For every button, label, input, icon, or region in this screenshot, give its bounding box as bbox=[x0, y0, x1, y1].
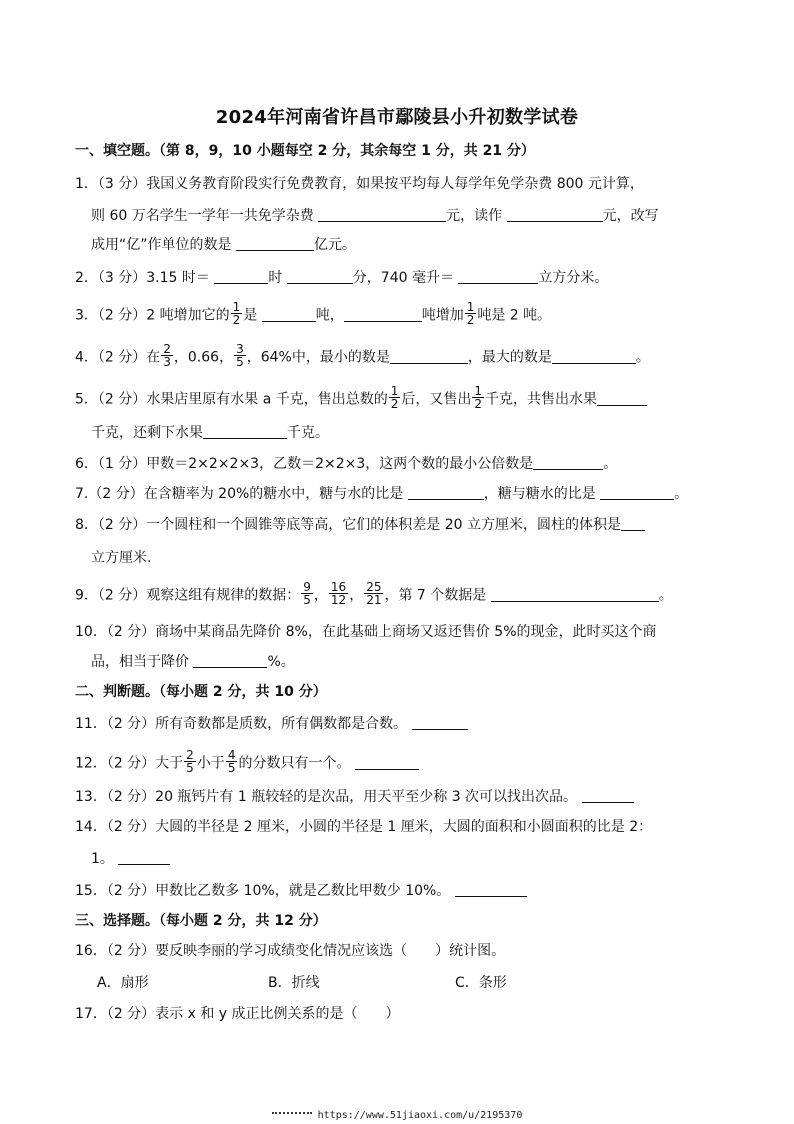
answer-blank[interactable] bbox=[507, 206, 603, 222]
fraction: $\frac{2}{3}$ bbox=[163, 342, 171, 369]
answer-blank[interactable] bbox=[582, 787, 634, 803]
answer-blank[interactable] bbox=[118, 849, 170, 865]
exam-title: 2024年河南省许昌市鄢陵县小升初数学试卷 bbox=[215, 107, 579, 128]
answer-blank[interactable] bbox=[600, 484, 674, 500]
question-9: 9．（2 分）观察这组有规律的数据： $\frac{9}{5}$ ， $\frac{16}{12}$ ， $\frac{25}{21}$ ，第 7 个数据是 。 bbox=[75, 580, 673, 607]
section-3-heading: 三、选择题。（每小题 2 分，共 12 分） bbox=[75, 913, 327, 929]
footer bbox=[0, 1110, 794, 1121]
question-14-line-1: 14．（2 分）大圆的半径是 2 厘米，小圆的半径是 1 厘米，大圆的面积和小圆面积的比是 2： bbox=[75, 819, 653, 835]
question-16: 16．（2 分）要反映李丽的学习成绩变化情况应该选（ ）统计图。 bbox=[75, 943, 506, 959]
question-4: 4．（2 分）在 $\frac{2}{3}$ ，0.66， $\frac{3}{5}$ ，64%中，最小的数是 ，最大的数是 。 bbox=[75, 342, 650, 369]
fraction: $\frac{3}{5}$ bbox=[236, 342, 244, 369]
question-12: 12．（2 分）大于 $\frac{2}{5}$ 小于 $\frac{4}{5}$ 的分数只有一个。 bbox=[75, 751, 419, 776]
question-6: 6．（1 分）甲数＝2×2×2×3，乙数＝2×2×3，这两个数的最小公倍数是 。 bbox=[75, 456, 618, 472]
fraction: $\frac{9}{5}$ bbox=[303, 580, 311, 607]
answer-blank[interactable] bbox=[408, 484, 484, 500]
question-7: 7.（2 分）在含糖率为 20%的糖水中，糖与水的比是 ，糖与糖水的比是 。 bbox=[75, 486, 689, 502]
question-10-line-1: 10．（2 分）商场中某商品先降价 8%，在此基础上商场又返还售价 5%的现金，此时买这个商 bbox=[75, 624, 657, 640]
fraction: $\frac{1}{2}$ bbox=[466, 300, 475, 327]
question-16-option-a[interactable]: A．扇形 bbox=[97, 975, 149, 991]
answer-blank[interactable] bbox=[203, 423, 287, 439]
question-5-line-1: 5．（2 分）水果店里原有水果 a 千克，售出总数的 $\frac{1}{2}$ 后，又售出 $\frac{1}{2}$ 千克，共售出水果 bbox=[75, 387, 647, 412]
question-1-line-2: 则 60 万名学生一学年一共免学杂费 元，读作 元，改写 bbox=[91, 208, 659, 224]
fraction: $\frac{16}{12}$ bbox=[330, 580, 347, 607]
question-16-option-c[interactable]: C．条形 bbox=[455, 975, 507, 991]
fraction: $\frac{25}{21}$ bbox=[366, 580, 382, 607]
fraction: $\frac{4}{5}$ bbox=[227, 748, 236, 775]
answer-blank[interactable] bbox=[262, 306, 316, 322]
question-8-line-1: 8．（2 分）一个圆柱和一个圆锥等底等高，它们的体积差是 20 立方厘米，圆柱的体积是 bbox=[75, 515, 645, 535]
answer-blank[interactable] bbox=[597, 390, 647, 406]
answer-blank[interactable] bbox=[318, 206, 446, 222]
answer-blank[interactable] bbox=[412, 714, 468, 730]
question-15: 15．（2 分）甲数比乙数多 10%，就是乙数比甲数少 10%。 bbox=[75, 881, 527, 901]
answer-blank[interactable] bbox=[552, 348, 636, 364]
answer-blank[interactable] bbox=[533, 454, 603, 470]
question-2: 2．（3 分）3.15 时＝ 时 分，740 毫升＝ 立方分米。 bbox=[75, 270, 609, 286]
section-1-heading: 一、填空题。（第 8，9，10 小题每空 2 分，其余每空 1 分，共 21 分） bbox=[75, 143, 535, 159]
fraction: $\frac{1}{2}$ bbox=[232, 300, 241, 327]
answer-blank[interactable] bbox=[455, 881, 527, 897]
section-2-heading: 二、判断题。（每小题 2 分，共 10 分） bbox=[75, 684, 327, 700]
footer-logo-icon bbox=[272, 1112, 312, 1118]
answer-blank[interactable] bbox=[390, 348, 468, 364]
fraction: $\frac{2}{5}$ bbox=[186, 748, 194, 775]
question-3: 3．（2 分）2 吨增加它的 $\frac{1}{2}$ 是 吨， 吨增加 $\frac{1}{2}$ 吨是 2 吨。 bbox=[75, 300, 552, 327]
answer-blank[interactable] bbox=[355, 754, 419, 770]
fraction: $\frac{1}{2}$ bbox=[474, 384, 483, 411]
question-14-line-2: 1。 bbox=[91, 849, 170, 869]
footer-url[interactable]: https://www.51jiaoxi.com/u/2195370 bbox=[317, 1110, 523, 1121]
question-1-line-3: 成用“亿”作单位的数是 亿元。 bbox=[91, 237, 356, 253]
answer-blank[interactable] bbox=[214, 268, 268, 284]
question-13: 13．（2 分）20 瓶钙片有 1 瓶较轻的是次品，用天平至少称 3 次可以找出次品。 bbox=[75, 787, 634, 807]
answer-blank[interactable] bbox=[287, 268, 353, 284]
question-5-line-2: 千克，还剩下水果 千克。 bbox=[91, 425, 329, 441]
answer-blank[interactable] bbox=[193, 652, 267, 668]
answer-blank[interactable] bbox=[344, 306, 422, 322]
fraction: $\frac{1}{2}$ bbox=[390, 384, 399, 411]
answer-blank[interactable] bbox=[236, 235, 314, 251]
question-8-line-2: 立方厘米. bbox=[91, 550, 152, 566]
question-11: 11．（2 分）所有奇数都是质数，所有偶数都是合数。 bbox=[75, 714, 468, 734]
question-1-line-1: 1．（3 分）我国义务教育阶段实行免费教育，如果按平均每人每学年免学杂费 800 元计算， bbox=[75, 176, 644, 192]
question-16-option-b[interactable]: B．折线 bbox=[268, 975, 320, 991]
question-17: 17．（2 分）表示 x 和 y 成正比例关系的是（ ） bbox=[75, 1006, 400, 1022]
question-10-line-2: 品，相当于降价 %。 bbox=[91, 654, 295, 670]
answer-blank[interactable] bbox=[458, 268, 538, 284]
answer-blank[interactable] bbox=[491, 586, 659, 602]
answer-blank[interactable] bbox=[621, 515, 645, 531]
